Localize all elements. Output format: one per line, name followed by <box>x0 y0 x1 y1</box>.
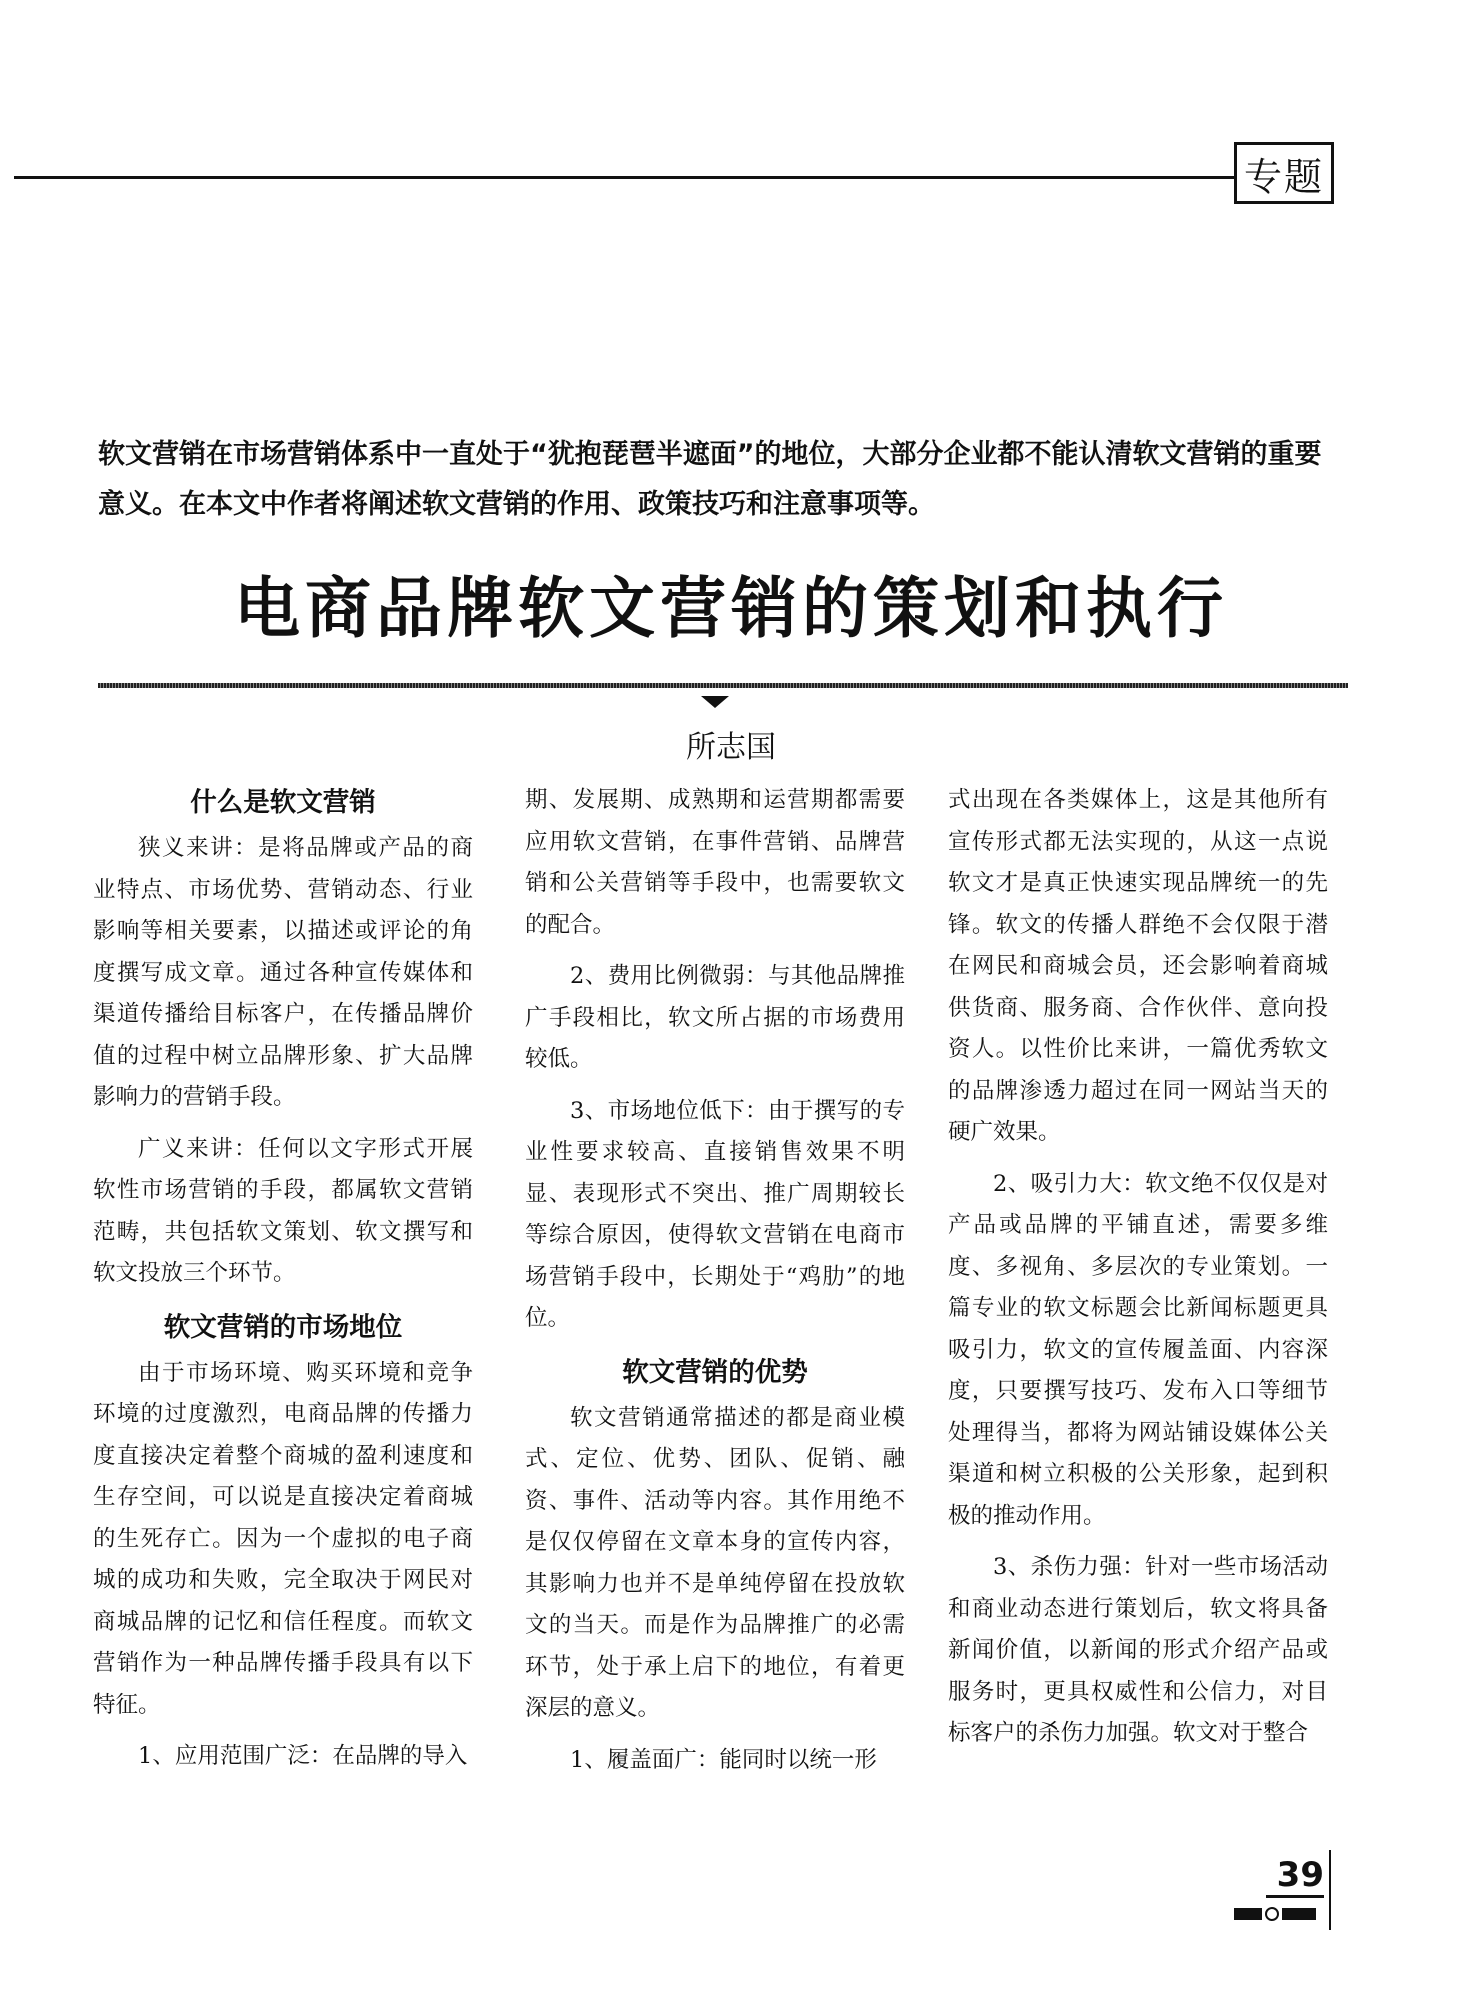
article-title: 电商品牌软文营销的策划和执行 <box>234 570 1228 647</box>
paragraph: 1、应用范围广泛：在品牌的导入 <box>138 1743 468 1769</box>
article-intro: 软文营销在市场营销体系中一直处于“犹抱琵琶半遮面”的地位，大部分企业都不能认清软文营销的重要意义。在本文中作者将阐述软文营销的作用、政策技巧和注意事项等。 <box>98 439 1322 520</box>
paragraph: 2、吸引力大：软文绝不仅仅是对产品或品牌的平铺直述，需要多维度、多视角、多层次的专业策划。一篇专业的软文标题会比新闻标题更具吸引力，软文的宣传履盖面、内容深度，只要撰写技巧、发布入口等细节处理得当，都将为网站铺设媒体公关渠道和树立积极的公关形象，起到积极的推动作用。 <box>948 1170 1328 1529</box>
title-rule <box>98 683 1348 688</box>
column-1 <box>93 780 473 1788</box>
paragraph-continued: 式出现在各类媒体上，这是其他所有宣传形式都无法实现的，从这一点说软文才是真正快速实现品牌统一的先锋。软文的传播人群绝不会仅限于潜在网民和商城会员，还会影响着商城供货商、服务商、合作伙伴、意向投资人。以性价比来讲，一篇优秀软文的品牌渗透力超过在同一网站当天的硬广效果。 <box>948 787 1328 1145</box>
paragraph: 狭义来讲：是将品牌或产品的商业特点、市场优势、营销动态、行业影响等相关要素，以描述或评论的角度撰写成文章。通过各种宣传媒体和渠道传播给目标客户，在传播品牌价值的过程中树立品牌形象、扩大品牌影响力的营销手段。 <box>93 835 473 1110</box>
page-number: 39 <box>1266 1855 1324 1898</box>
section-tag: 专题 <box>1234 142 1334 204</box>
article-author: 所志国 <box>686 730 776 765</box>
column-2 <box>525 780 905 1791</box>
paragraph: 由于市场环境、购买环境和竞争环境的过度激烈，电商品牌的传播力度直接决定着整个商城的盈利速度和生存空间，可以说是直接决定着商城的生死存亡。因为一个虚拟的电子商城的成功和失败，完全取决于网民对商城品牌的记忆和信任程度。而软文营销作为一种品牌传播手段具有以下特征。 <box>93 1359 473 1718</box>
paragraph: 2、费用比例微弱：与其他品牌推广手段相比，软文所占据的市场费用较低。 <box>525 963 905 1072</box>
page-number-rule <box>1329 1850 1331 1930</box>
header-rule <box>14 176 1234 179</box>
section-heading: 软文营销的市场地位 <box>163 1311 403 1343</box>
title-arrow-icon <box>701 696 729 708</box>
column-3 <box>948 780 1328 1765</box>
section-heading: 什么是软文营销 <box>190 787 376 818</box>
paragraph: 广义来讲：任何以文字形式开展软性市场营销的手段，都属软文营销范畴，共包括软文策划、软文撰写和软文投放三个环节。 <box>93 1135 473 1286</box>
paragraph-continued: 期、发展期、成熟期和运营期都需要应用软文营销，在事件营销、品牌营销和公关营销等手段中，也需要软文的配合。 <box>525 787 905 938</box>
paragraph: 3、杀伤力强：针对一些市场活动和商业动态进行策划后，软文将具备新闻价值，以新闻的形式介绍产品或服务时，更具权威性和公信力，对目标客户的杀伤力加强。软文对于整合 <box>948 1554 1328 1746</box>
paragraph: 1、履盖面广：能同时以统一形 <box>570 1746 877 1773</box>
paragraph: 3、市场地位低下：由于撰写的专业性要求较高、直接销售效果不明显、表现形式不突出、推广周期较长等综合原因，使得软文营销在电商市场营销手段中，长期处于“鸡肋”的地位。 <box>525 1097 905 1331</box>
magazine-logo-icon <box>1234 1906 1324 1922</box>
paragraph: 软文营销通常描述的都是商业模式、定位、优势、团队、促销、融资、事件、活动等内容。其作用绝不是仅仅停留在文章本身的宣传内容，其影响力也并不是单纯停留在投放软文的当天。而是作为品牌推广的必需环节，处于承上启下的地位，有着更深层的意义。 <box>525 1404 905 1721</box>
section-heading: 软文营销的优势 <box>622 1356 808 1388</box>
